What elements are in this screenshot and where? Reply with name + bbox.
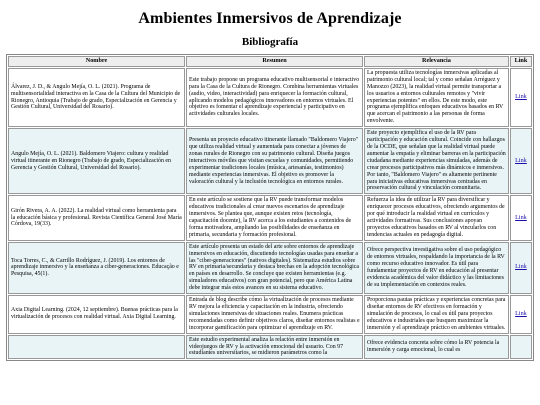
cell-nombre: Axia Digital Learning. (2024, 12 septiembre). Buenas prácticas para la virtualización de procesos con realidad virtual. Axia Digital Learning. (8, 295, 185, 334)
bibliography-table (6, 54, 534, 361)
cell-link (510, 335, 532, 360)
page-subtitle: Bibliografía (241, 36, 299, 48)
cell-nombre: Angulo Mejía, O. L. (2021). Baldomero Viajero: cultura y realidad virtual itinerante en Rionegro (Trabajo de grado, Especialización en Gerencia y Gestión Cultural, Universidad del Rosario). (8, 128, 185, 194)
column-header-relevancia: Relevancia (364, 56, 509, 67)
cell-link (510, 68, 532, 127)
cell-resumen: Presenta un proyecto educativo itinerante llamado "Baldomero Viajero" que utiliza realidad virtual y aumentada para conectar a jóvenes de zonas rurales de Rionegro con su patrimonio cultural. Diseña juegos interactivos móviles que visitan escuelas y comunidades, permitiendo experimentar tradiciones locales (música, artesanías, testimonios) mediante experiencias inmersivas. El objetivo es promover la valoración cultural y la inclusión tecnológica en entornos rurales. (186, 128, 363, 194)
cell-relevancia: Refuerza la idea de utilizar la RV para diversificar y enriquecer procesos educativos, ofreciendo argumentos de por qué introducir la realidad virtual en currículos y actividades formativas. Sus conclusiones apoyan proyectos educativos basados en RV al vincularlos con tendencias actuales en pedagogía digital. (364, 195, 509, 240)
page-title: Ambientes Inmersivos de Aprendizaje (138, 10, 402, 27)
column-header-link: Link (510, 56, 532, 67)
cell-resumen: Este estudio experimental analiza la relación entre inmersión en videojuegos de RV y la activación emocional del usuario. Con 97 estudiantes universitarios, se midieron parámetros como la (186, 335, 363, 360)
reference-link[interactable]: Link (515, 263, 527, 271)
table-row (8, 128, 532, 194)
cell-relevancia: Ofrece evidencia concreta sobre cómo la RV potencia la inmersión y carga emocional, lo cual es (364, 335, 509, 360)
cell-link (510, 128, 532, 194)
cell-link (510, 195, 532, 240)
cell-resumen: En este artículo se sostiene que la RV puede transformar modelos educativos tradicionales al crear nuevos escenarios de aprendizaje inmersivos. Se plantea que, aunque existen retos (tecnología, capacitación docente), la RV acerca a los estudiantes a contenidos de forma motivadora, ampliando las posibilidades de enseñanza en primaria, secundaria y formación profesional. (186, 195, 363, 240)
cell-relevancia: Este proyecto ejemplifica el uso de la RV para participación y educación cultural. Coincide con hallazgos de la OCDE, que señalan que la realidad virtual puede aumentar la empatía y eliminar barreras en la participación ciudadana mediante experiencias simuladas, además de crear procesos participativos más dinámicos e inmersivos. Por tanto, "Baldomero Viajero" es altamente pertinente para iniciativas educativas inmersivas centradas en preservación cultural y vinculación comunitaria. (364, 128, 509, 194)
cell-nombre: Toca Torres, C., & Carrillo Rodríguez, J. (2019). Los entornos de aprendizaje inmersivo y la enseñanza a ciber-generaciones. Educação e Pesquisa, 45(1). (8, 242, 185, 294)
table-row (8, 295, 532, 334)
column-header-resumen: Resumen (186, 56, 363, 67)
cell-nombre (8, 335, 185, 360)
cell-link (510, 242, 532, 294)
table-row (8, 242, 532, 294)
reference-link[interactable]: Link (515, 93, 527, 101)
cell-resumen: Este trabajo propone un programa educativo multisensorial e interactivo para la Casa de la Cultura de Rionegro. Combina herramientas virtuales (audio, video, interactividad) para enriquecer la formación cultural, aplicando modelos pedagógicos innovadores en entornos virtuales. El objetivo es fomentar el aprendizaje experiencial y participativo en actividades culturales locales. (186, 68, 363, 127)
reference-link[interactable]: Link (515, 156, 527, 164)
cell-relevancia: Proporciona pautas prácticas y experiencias concretas para diseñar entornos de RV efectivos en formación y simulación de procesos, lo cual es útil para proyectos educativos e industriales que busquen maximizar la inmersión y el aprendizaje práctico en ambientes virtuales. (364, 295, 509, 334)
cell-resumen: Este artículo presenta un estado del arte sobre entornos de aprendizaje inmersivos en educación, discutiendo tecnologías usadas para enseñar a las "ciber-generaciones" (nativos digitales). Sistematiza estudios sobre RV en primaria/secundaria y destaca brechas en la adopción tecnológica en países en desarrollo. Se concluye que existen herramientas (e.g. simuladores educativos) con gran potencial, pero que América Latina debe integrar más estos avances en su sistema educativo. (186, 242, 363, 294)
reference-link[interactable]: Link (515, 213, 527, 221)
reference-link[interactable]: Link (515, 309, 527, 317)
table-row (8, 195, 532, 240)
table-header-row (8, 56, 532, 67)
cell-nombre: Álvarez, J. D., & Angulo Mejía, O. L. (2021). Programa de multisensorialidad interactiva en la Casa de la Cultura del Municipio de Rionegro, Antioquia (Trabajo de grado, Especialización en Gerencia y Gestión Cultural, Universidad del Rosario). (8, 68, 185, 127)
table-row (8, 335, 532, 360)
cell-resumen: Entrada de blog describe cómo la virtualización de procesos mediante RV mejora la eficiencia y capacitación en la industria, ofreciendo simulaciones inmersivas de situaciones reales. Enumera prácticas recomendadas como definir objetivos claros, diseñar entornos realistas e incorporar gamificación para optimizar el aprendizaje en RV. (186, 295, 363, 334)
cell-relevancia: La propuesta utiliza tecnologías inmersivas aplicadas al patrimonio cultural local; tal y como señalan Arréguez y Manozzo (2023), la realidad virtual permite transportar a los usuarios a entornos culturales remotos y "vivir experiencias potentes" en ellos. De este modo, este programa ejemplifica enfoques educativos basados en RV que acercan el patrimonio a las personas de forma envolvente. (364, 68, 509, 127)
table-row (8, 68, 532, 127)
column-header-nombre: Nombre (8, 56, 185, 67)
cell-link (510, 295, 532, 334)
cell-nombre: Girón Rivera, A. A. (2022). La realidad virtual como herramienta para la educación básica y profesional. Revista Científica General José María Córdova, 19(33). (8, 195, 185, 240)
cell-relevancia: Ofrece perspectiva investigativa sobre el uso pedagógico de entornos virtuales, respaldando la importancia de la RV como recurso educativo innovador. Es útil para fundamentar proyectos de RV en educación al presentar evidencia académica del valor didáctico y las limitaciones de su implementación en contextos reales. (364, 242, 509, 294)
